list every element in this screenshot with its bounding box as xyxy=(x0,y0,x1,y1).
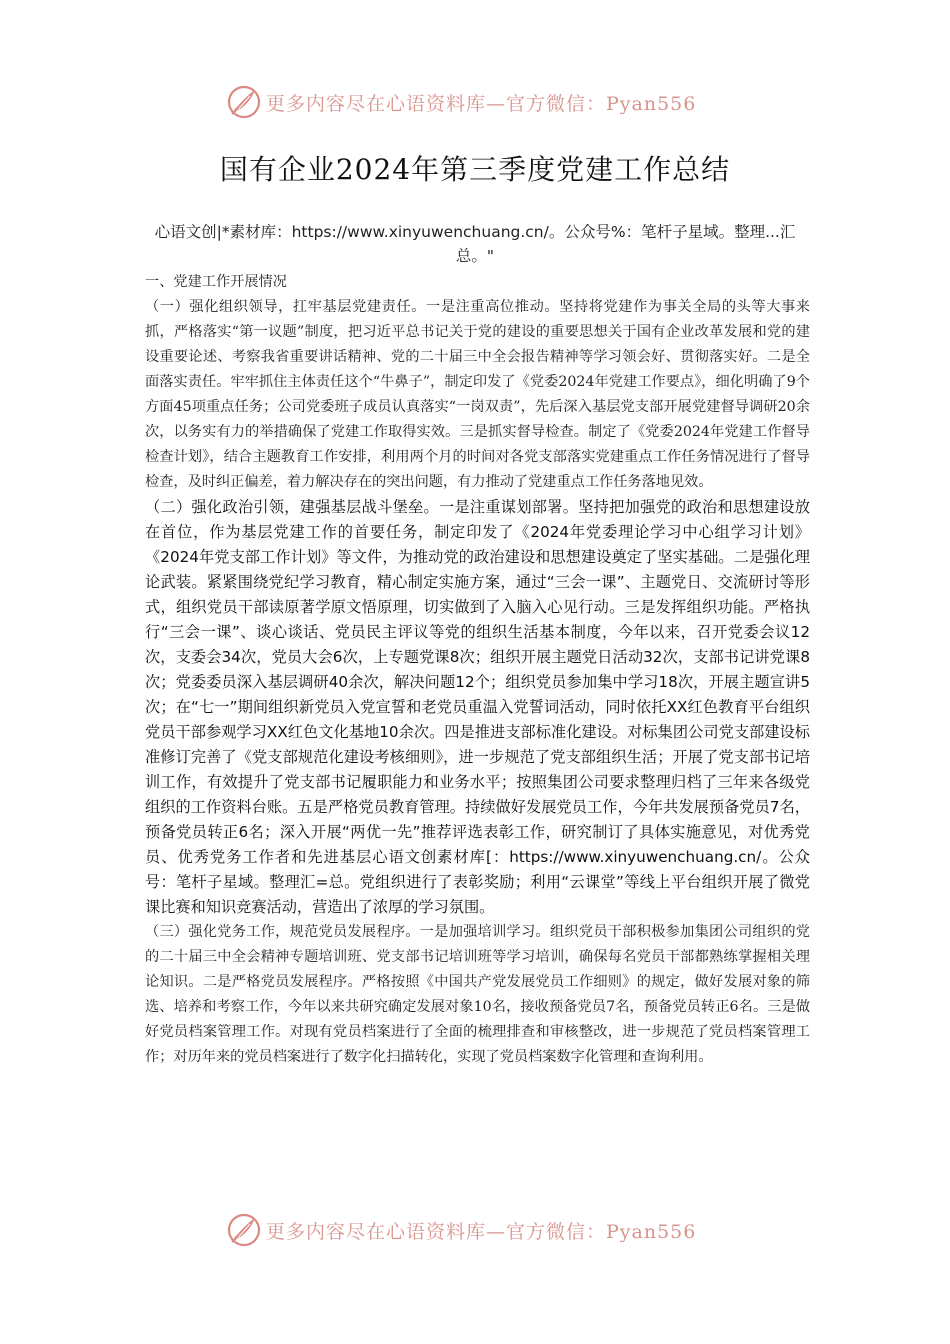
feather-scroll-icon xyxy=(226,84,262,120)
document-subtitle: 心语文创|*素材库：https://www.xinyuwenchuang.cn/。公众号%：笔杆子星域。整理...汇总。" xyxy=(154,223,796,265)
paragraph-1: （一）强化组织领导，扛牢基层党建责任。一是注重高位推动。坚持将党建作为事关全局的头等大事来抓，严格落实“第一议题”制度，把习近平总书记关于党的建设的重要思想关于国有企业改革发展和党的建设重要论述、考察我省重要讲话精神、党的二十届三中全会报告精神等学习领会好、贯彻落实好。二是全面落实责任。牢牢抓住主体责任这个“牛鼻子”，制定印发了《党委2024年党建工作要点》，细化明确了9个方面45项重点任务；公司党委班子成员认真落实“一岗双责”，先后深入基层党支部开展党建督导调研20余次，以务实有力的举措确保了党建工作取得实效。三是抓实督导检查。制定了《党委2024年党建工作督导检查计划》，结合主题教育工作安排，利用两个月的时间对各党支部落实党建重点工作任务情况进行了督导检查，及时纠正偏差，着力解决存在的突出问题，有力推动了党建重点工作任务落地见效。 xyxy=(145,299,810,490)
feather-scroll-icon xyxy=(226,1212,262,1248)
banner-text: 更多内容尽在心语资料库—官方微信：Pyan556 xyxy=(266,92,697,115)
document-body xyxy=(145,270,810,1070)
paragraph-3: （三）强化党务工作，规范党员发展程序。一是加强培训学习。组织党员干部积极参加集团公司组织的党的二十届三中全会精神专题培训班、党支部书记培训班等学习培训，确保每名党员干部都熟练掌握相关理论知识。二是严格党员发展程序。严格按照《中国共产党发展党员工作细则》的规定，做好发展对象的筛选、培养和考察工作，今年以来共研究确定发展对象10名，接收预备党员7名，预备党员转正6名。三是做好党员档案管理工作。对现有党员档案进行了全面的梳理排查和审核整改，进一步规范了党员档案管理工作；对历年来的党员档案进行了数字化扫描转化，实现了党员档案数字化管理和查询利用。 xyxy=(145,924,811,1065)
section-heading: 一、党建工作开展情况 xyxy=(145,274,287,290)
document-title: 国有企业2024年第三季度党建工作总结 xyxy=(219,153,731,186)
paragraph-2: （二）强化政治引领，建强基层战斗堡垒。一是注重谋划部署。坚持把加强党的政治和思想建设放在首位，作为基层党建工作的首要任务，制定印发了《2024年党委理论学习中心组学习计划》《2024年党支部工作计划》等文件，为推动党的政治建设和思想建设奠定了坚实基础。二是强化理论武装。紧紧围绕党纪学习教育，精心制定实施方案，通过“三会一课”、主题党日、交流研讨等形式，组织党员干部读原著学原文悟原理，切实做到了入脑入心见行动。三是发挥组织功能。严格执行“三会一课”、谈心谈话、党员民主评议等党的组织生活基本制度，今年以来，召开党委会议12次，支委会34次，党员大会6次，上专题党课8次；组织开展主题党日活动32次，支部书记讲党课8次；党委委员深入基层调研40余次，解决问题12个；组织党员参加集中学习18次，开展主题宣讲5次；在“七一”期间组织新党员入党宣誓和老党员重温入党誓词活动，同时依托XX红色教育平台组织党员干部参观学习XX红色文化基地10余次。四是推进支部标准化建设。对标集团公司党支部建设标准修订完善了《党支部规范化建设考核细则》，进一步规范了党支部组织生活；开展了党支部书记培训工作，有效提升了党支部书记履职能力和业务水平；按照集团公司要求整理归档了三年来各级党组织的工作资料台账。五是严格党员教育管理。持续做好发展党员工作，今年共发展预备党员7名，预备党员转正6名；深入开展“两优一先”推荐评选表彰工作，研究制订了具体实施意见，对优秀党员、优秀党务工作者和先进基层心语文创素材库[：https://www.xinyuwenchuang.cn/。公众号：笔杆子星域。整理汇=总。党组织进行了表彰奖励；利用“云课堂”等线上平台组织开展了微党课比赛和知识竞赛活动，营造出了浓厚的学习氛围。 xyxy=(145,498,810,916)
footer-banner xyxy=(226,1210,726,1250)
header-banner xyxy=(226,82,726,122)
banner-text: 更多内容尽在心语资料库—官方微信：Pyan556 xyxy=(266,1220,697,1243)
